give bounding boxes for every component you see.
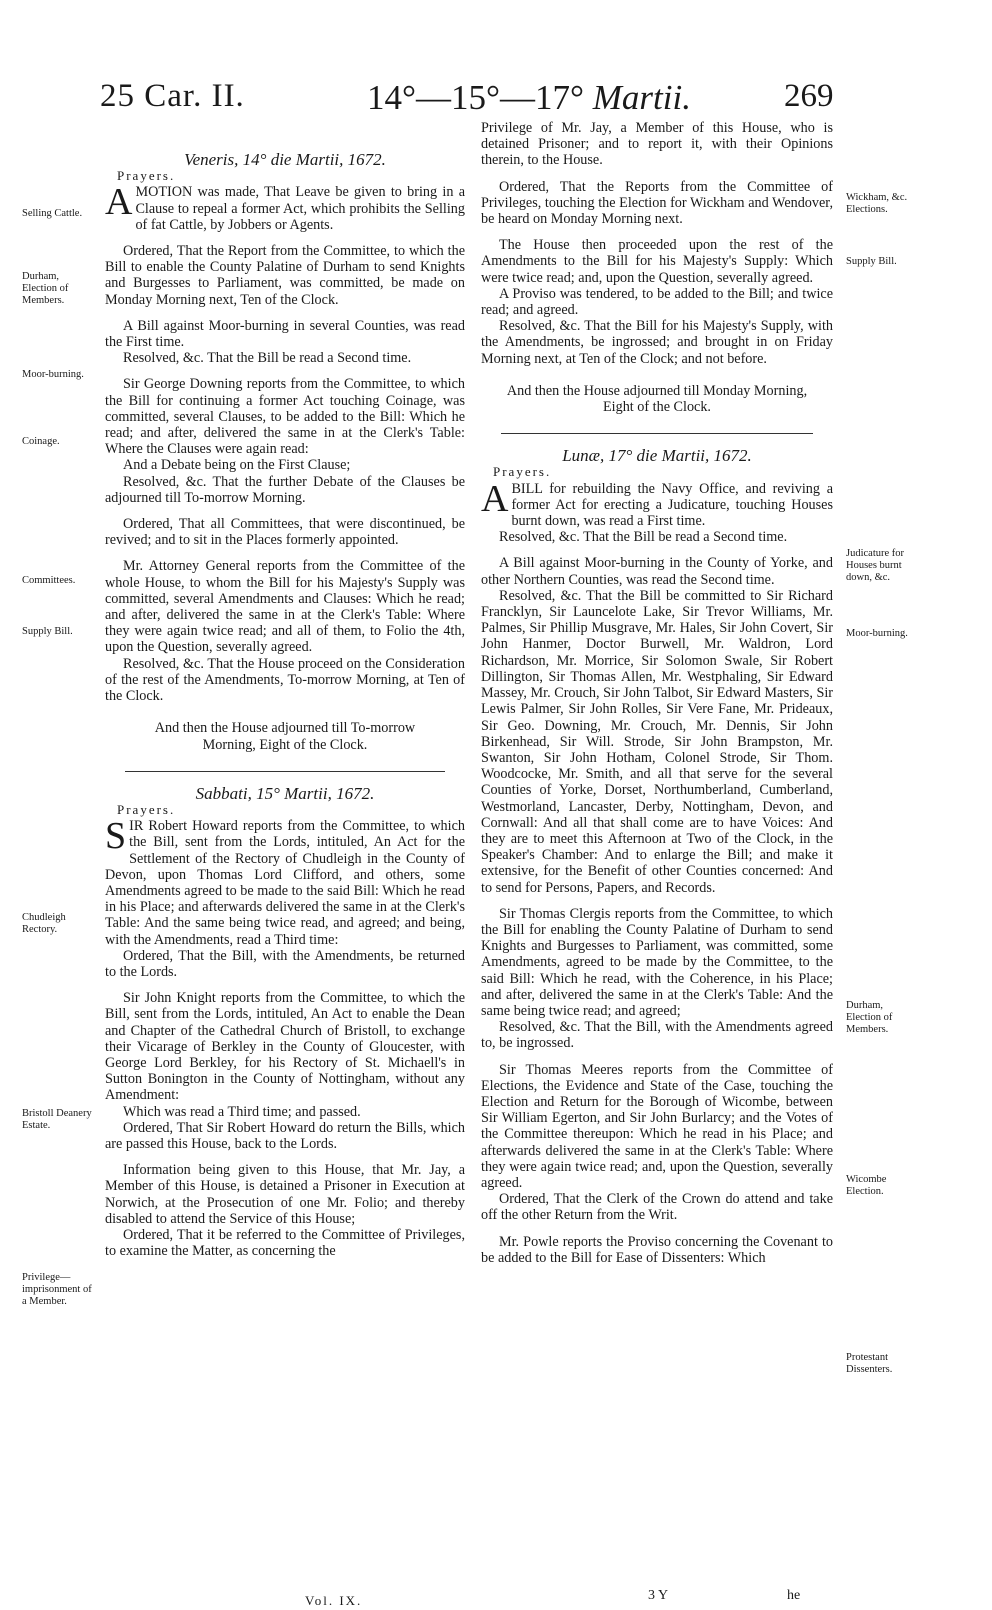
right-column xyxy=(481,120,833,1266)
adjournment: And then the House adjourned till To-morrow Morning, Eight of the Clock. xyxy=(154,720,416,753)
margin-note-chudleigh: Chudleigh Rectory. xyxy=(22,912,66,935)
paragraph: Resolved, &c. That the further Debate of the Clauses be adjourned till To-morrow Morning. xyxy=(105,473,465,506)
paragraph: A Bill against Moor-burning in the County of Yorke, and other Northern Counties, was read the Second time. xyxy=(481,555,833,588)
drop-capital: A xyxy=(105,181,133,224)
margin-note-moor-burning-right: Moor-burning. xyxy=(846,628,908,639)
prayers-heading: Prayers. xyxy=(117,801,176,817)
margin-note-protestant: Protestant Dissenters. xyxy=(846,1352,893,1375)
margin-note-durham: Durham, Election of Members. xyxy=(22,271,69,306)
page-number: 269 xyxy=(784,78,834,114)
paragraph: Ordered, That it be referred to the Committee of Privileges, to examine the Matter, as concerning the xyxy=(105,1226,465,1260)
header-regnal-year: 25 Car. II. xyxy=(100,78,245,114)
margin-note-wicombe: Wicombe Election. xyxy=(846,1174,887,1197)
paragraph: Sir John Knight reports from the Committee, to which the Bill, sent from the Lords, intituled, An Act to enable the Dean and Chapter of the Cathedral Church of Bristoll, to exchange their Vicarage of Berkley in the County of Gloucester, with George Lord Berkley, for his Rectory of St. Michaell's in Sutton Bonington in the County of Nottingham, without any Amendment: xyxy=(105,990,465,1104)
catchword: he xyxy=(787,1588,801,1603)
paragraph: Which was read a Third time; and passed. xyxy=(123,1103,361,1120)
margin-note-supply-bill-right: Supply Bill. xyxy=(846,256,897,267)
margin-note-judicature: Judicature for Houses burnt down, &c. xyxy=(846,548,905,583)
paragraph: A Proviso was tendered, to be added to the Bill; and twice read; and agreed. xyxy=(481,285,833,319)
paragraph: Sir Thomas Meeres reports from the Committee of Elections, the Evidence and State of the Case, touching the Election and Return for the Borough of Wicombe, between Sir William Egerton, and Sir John Burlarcy; and the Votes of the Committee thereupon: Which he read in his Place; and afterwards delivered the same in at the Clerk's Table: Where they were again twice read; and, upon the Question, severally agreed. xyxy=(481,1061,833,1191)
left-column xyxy=(105,152,465,1259)
prayers-heading: Prayers. xyxy=(117,168,176,184)
paragraph: BILL for rebuilding the Navy Office, and reviving a former Act for erecting a Judicature, touching Houses burnt down, was read a First time. xyxy=(511,480,833,530)
signature-mark: 3 Y xyxy=(648,1588,669,1603)
paragraph: A Bill against Moor-burning in several Counties, was read the First time. xyxy=(105,317,465,351)
day-heading: Lunæ, 17° die Martii, 1672. xyxy=(562,446,752,466)
margin-note-coinage: Coinage. xyxy=(22,436,60,447)
margin-note-committees: Committees. xyxy=(22,575,76,586)
prayers-heading: Prayers. xyxy=(493,464,552,480)
paragraph: Ordered, That all Committees, that were discontinued, be revived; and to sit in the Places formerly appointed. xyxy=(105,516,465,549)
paragraph: Resolved, &c. That the Bill for his Majesty's Supply, with the Amendments, be ingrossed; and brought in on Friday Morning next, at Ten of the Clock; and not before. xyxy=(481,318,833,367)
margin-note-durham-right: Durham, Election of Members. xyxy=(846,1000,893,1035)
margin-note-moor-burning: Moor-burning. xyxy=(22,369,84,380)
margin-note-bristoll: Bristoll Deanery Estate. xyxy=(22,1108,92,1131)
paragraph: IR Robert Howard reports from the Committee, to which the Bill, sent from the Lords, intituled, An Act for the Settlement of the Rectory of Chudleigh in the County of Devon, upon Thomas Lord Clifford, and others, some Amendments agreed to be made to the said Bill: Which he read in his Place; and afterwards delivered the same in at the Clerk's Table: And the same being twice read, and agreed; and being, with the Amendments, read a Third time: xyxy=(105,818,465,948)
paragraph: And a Debate being on the First Clause; xyxy=(123,457,351,474)
paragraph: Ordered, That the Report from the Committee, to which the Bill to enable the County Palatine of Durham to send Knights and Burgesses to Parliament, was committed, be made on Monday Morning next, Ten of the Clock. xyxy=(105,243,465,308)
margin-note-supply-bill: Supply Bill. xyxy=(22,626,73,637)
paragraph: MOTION was made, That Leave be given to bring in a Clause to repeal a former Act, which prohibits the Selling of fat Cattle, by Jobbers or Agents. xyxy=(135,184,465,233)
adjournment: And then the House adjourned till Monday Morning, Eight of the Clock. xyxy=(506,382,808,416)
margin-note-wickham: Wickham, &c. Elections. xyxy=(846,192,908,215)
paragraph: Sir Thomas Clergis reports from the Committee, to which the Bill for enabling the County Palatine of Durham to send Knights and Burgesses to Parliament, was committed, some Amendments, agreed to be made by the Committee, to the said Bill: Which he read, with the Coherence, in his Place; and after, delivered the same in at the Clerk's Table: And the same being twice read; and agreed; xyxy=(481,905,833,1019)
drop-capital: S xyxy=(105,815,127,858)
paragraph: Mr. Attorney General reports from the Committee of the whole House, to whom the Bill for his Majesty's Supply was committed, several Amendments and Clauses: Which he read; and after, delivered the same in at the Clerk's Table: Where they were again twice read; and all of them, to Folio the 4th, upon the Question, severally agreed. xyxy=(105,558,465,656)
day-heading: Veneris, 14° die Martii, 1672. xyxy=(184,150,386,169)
paragraph: Resolved, &c. That the Bill be committed to Sir Richard Francklyn, Sir Launcelote Lake, Sir Trevor Williams, Mr. Palmes, Sir Phillip Musgrave, Mr. Hales, Sir John Covert, Sir John Hanmer, Doctor Burwell, Mr. Waldron, Lord Richardson, Mr. Morrice, Sir Solomon Swale, Sir Robert Dillington, Sir Thomas Allen, Mr. Westphaling, Sir Edward Massey, Mr. Crouch, Sir John Talbot, Sir Edward Masters, Sir Lewis Palmer, Sir John Rolles, Sir Vere Fane, Mr. Prideaux, Sir Geo. Downing, Mr. Crouch, Mr. Dennis, Sir John Birkenhead, Sir Will. Strode, Sir John Brampston, Mr. Swanton, Sir John Hotham, Colonel Strode, Sir Thom. Woodcocke, Mr. Smith, and all that serve for the several Counties of Yorke, Dorset, Northumberland, Cumberland, Westmorland, Lancaster, Derby, Nottingham, Devon, and Cornwall: And all that shall come are to have Voices: And they are to meet this Afternoon at Two of the Clock, in the Speaker's Chamber: And to enlarge the Bill; and make it extensive, for the Benefit of other Counties concerned: And to send for Persons, Papers, and Records. xyxy=(481,587,833,896)
paragraph: Ordered, That the Bill, with the Amendments, be returned to the Lords. xyxy=(105,947,465,980)
header-dates xyxy=(367,78,691,118)
paragraph: Resolved, &c. That the Bill, with the Amendments agreed to, be ingrossed. xyxy=(481,1019,833,1052)
margin-note-privilege: Privilege—imprisonment of a Member. xyxy=(22,1272,92,1307)
paragraph: The House then proceeded upon the rest of the Amendments to the Bill for his Majesty's Supply: Which were twice read; and, upon the Question, severally agreed. xyxy=(481,237,833,286)
day-heading: Sabbati, 15° Martii, 1672. xyxy=(195,783,375,803)
section-rule xyxy=(125,771,445,772)
paragraph: Ordered, That the Clerk of the Crown do attend and take off the other Return from the Writ. xyxy=(481,1191,833,1224)
drop-capital: A xyxy=(481,477,509,520)
margin-note-selling-cattle: Selling Cattle. xyxy=(22,208,83,219)
paragraph: Ordered, That the Reports from the Committee of Privileges, touching the Election for Wickham and Wendover, be heard on Monday Morning next. xyxy=(481,178,833,228)
paragraph: Resolved, &c. That the House proceed on the Consideration of the rest of the Amendments, To-morrow Morning, at Ten of the Clock. xyxy=(105,655,465,705)
paragraph: Privilege of Mr. Jay, a Member of this House, who is detained Prisoner; and to report it, with their Opinions therein, to the House. xyxy=(481,120,833,169)
paragraph: Ordered, That Sir Robert Howard do return the Bills, which are passed this House, back to the Lords. xyxy=(105,1119,465,1152)
paragraph: Resolved, &c. That the Bill be read a Second time. xyxy=(499,529,788,546)
section-rule xyxy=(501,433,813,434)
volume-mark: Vol. IX. xyxy=(305,1593,363,1608)
paragraph: Resolved, &c. That the Bill be read a Second time. xyxy=(123,350,412,367)
header-month: Martii. xyxy=(592,78,691,117)
header-date-numbers: 14°—15°—17° xyxy=(367,78,584,117)
paragraph: Mr. Powle reports the Proviso concerning the Covenant to be added to the Bill for Ease of Dissenters: Which xyxy=(481,1233,833,1266)
paragraph: Information being given to this House, that Mr. Jay, a Member of this House, is detained a Prisoner in Execution at Norwich, at the Prosecution of one Mr. Folio; and thereby disabled to attend the Service of this House; xyxy=(105,1162,465,1227)
paragraph: Sir George Downing reports from the Committee, to which the Bill for continuing a former Act touching Coinage, was committed, several Clauses, to be added to the Bill: Which he read; and after, delivered the same in at the Clerk's Table: Where the Clauses were again read: xyxy=(105,376,465,458)
